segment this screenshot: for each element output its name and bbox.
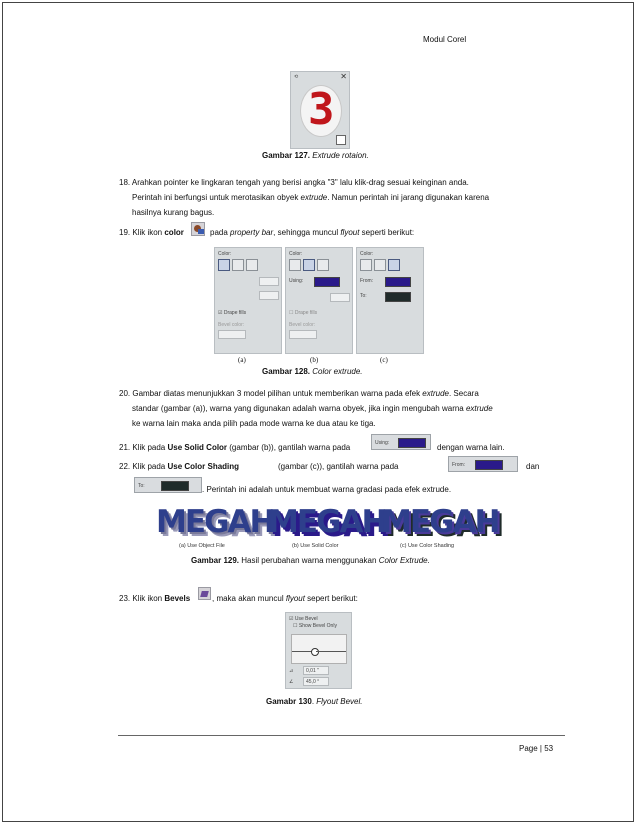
panel-c-label: (c): [380, 356, 388, 364]
extrude-rotation-panel: [290, 71, 350, 149]
to-color-tool[interactable]: [134, 477, 202, 493]
use-object-fill-button[interactable]: [289, 259, 301, 271]
from-label: From:: [452, 462, 466, 468]
color-label: Color:: [289, 251, 303, 257]
bevel-color-label: Bevel color:: [289, 322, 316, 328]
bevel-depth-icon: ⊿: [289, 668, 294, 674]
fig127-caption: Gambar 127. Extrude rotaion.: [262, 151, 369, 160]
footer-rule: [118, 735, 565, 736]
page-number: Page | 53: [519, 744, 554, 753]
to-color-swatch[interactable]: [385, 292, 411, 302]
fig129-label-c: (c) Use Color Shading: [400, 543, 455, 549]
reset-rotation-button[interactable]: [336, 135, 346, 145]
bevel-color-field[interactable]: [218, 330, 246, 339]
use-solid-color-button[interactable]: [232, 259, 244, 271]
color-label: Color:: [360, 251, 374, 257]
drape-fills-checkbox[interactable]: ☑ Drape fills: [218, 310, 247, 316]
fig129-label-a: (a) Use Object File: [179, 543, 225, 549]
use-color-shading-button[interactable]: [388, 259, 400, 271]
bevel-depth-field[interactable]: 0,01 ": [303, 666, 329, 675]
bevel-icon[interactable]: [198, 587, 211, 600]
fig128-caption: Gambar 128. Color extrude.: [262, 367, 363, 376]
close-icon[interactable]: ✕: [340, 72, 347, 81]
use-color-shading-button[interactable]: [246, 259, 258, 271]
to-label: To:: [138, 483, 145, 489]
color-field[interactable]: [259, 291, 279, 300]
megah-solid-color: MEGAH: [268, 504, 386, 540]
bevel-flyout-panel: [285, 612, 352, 689]
use-object-fill-button[interactable]: [218, 259, 230, 271]
step22-and: dan: [526, 462, 540, 471]
step21-text-a: 21. Klik pada Use Solid Color (gambar (b)), gantilah warna pada: [119, 443, 351, 452]
rotate-icon: ⟲: [294, 74, 299, 80]
use-color-shading-button[interactable]: [317, 259, 329, 271]
color-panel-b: [285, 247, 353, 354]
color-panel-a: [214, 247, 282, 354]
to-color-swatch[interactable]: [161, 481, 189, 491]
step19-text-b: pada property bar, sehingga muncul flyout seperti berikut:: [210, 228, 415, 237]
color-label: Color:: [218, 251, 232, 257]
step23-text-b: , maka akan muncul flyout sepert berikut:: [212, 594, 358, 603]
bevel-angle-field[interactable]: 45,0 °: [303, 677, 329, 686]
color-panel-c: [356, 247, 424, 354]
to-label: To:: [360, 293, 367, 299]
step18-line1: 18. Arahkan pointer ke lingkaran tengah yang berisi angka "3" lalu klik-drag sesuai keinginan anda.: [119, 178, 469, 187]
step20-line1: 20. Gambar diatas menunjukkan 3 model pilihan untuk memberikan warna pada efek extrude. Secara: [119, 389, 479, 398]
panel-b-label: (b): [310, 356, 319, 364]
fig130-caption: Gamabr 130. Flyout Bevel.: [266, 697, 363, 706]
panel-a-label: (a): [238, 356, 246, 364]
use-solid-color-button[interactable]: [303, 259, 315, 271]
use-bevel-checkbox[interactable]: ☑ Use Bevel: [289, 616, 318, 622]
step18-line3: hasilnya kurang bagus.: [132, 208, 215, 217]
using-color-tool[interactable]: [371, 434, 431, 450]
drape-fills-checkbox[interactable]: ☐ Drape fills: [289, 310, 318, 316]
rotation-digit: 3: [308, 84, 335, 135]
step19-text-a: 19. Klik ikon color: [119, 228, 184, 237]
step22-text-b: (gambar (c)), gantilah warna pada: [278, 462, 399, 471]
bevel-preview[interactable]: [291, 634, 347, 664]
bevel-color-label: Bevel color:: [218, 322, 245, 328]
step20-line2: standar (gambar (a)), warna yang digunakan adalah warna obyek, jika ingin mengubah warna extrude: [132, 404, 493, 413]
from-color-swatch[interactable]: [475, 460, 503, 470]
from-color-tool[interactable]: [448, 456, 518, 472]
from-label: From:: [360, 278, 374, 284]
color-field[interactable]: [330, 293, 350, 302]
fig129-caption: Gambar 129. Hasil perubahan warna menggunakan Color Extrude.: [191, 556, 430, 565]
bevel-color-field[interactable]: [289, 330, 317, 339]
using-label: Using:: [289, 278, 304, 284]
bevel-angle-icon: ∠: [289, 679, 294, 685]
use-object-fill-button[interactable]: [360, 259, 372, 271]
step22-text-c: . Perintah ini adalah untuk membuat warna gradasi pada efek extrude.: [202, 485, 452, 494]
color-icon[interactable]: [191, 222, 205, 236]
header-title: Modul Corel: [423, 35, 467, 44]
step20-line3: ke warna lain maka anda pilih pada mode warna ke dua atau ke tiga.: [132, 419, 376, 428]
step18-line2: Perintah ini berfungsi untuk merotasikan obyek extrude. Namun perintah ini jarang digunakan karena: [132, 193, 490, 202]
color-field[interactable]: [259, 277, 279, 286]
using-color-swatch[interactable]: [314, 277, 340, 287]
show-bevel-only-checkbox[interactable]: ☐ Show Bevel Only: [293, 623, 337, 629]
using-label: Using:: [375, 440, 390, 446]
use-solid-color-button[interactable]: [374, 259, 386, 271]
step23-text-a: 23. Klik ikon Bevels: [119, 594, 191, 603]
using-color-swatch[interactable]: [398, 438, 426, 448]
megah-object-fill: MEGAH: [156, 504, 274, 540]
step21-text-b: dengan warna lain.: [437, 443, 505, 452]
fig129-label-b: (b) Use Solid Color: [292, 543, 339, 549]
step22-text-a: 22. Klik pada Use Color Shading: [119, 462, 240, 471]
megah-color-shading: MEGAH: [381, 504, 499, 540]
from-color-swatch[interactable]: [385, 277, 411, 287]
